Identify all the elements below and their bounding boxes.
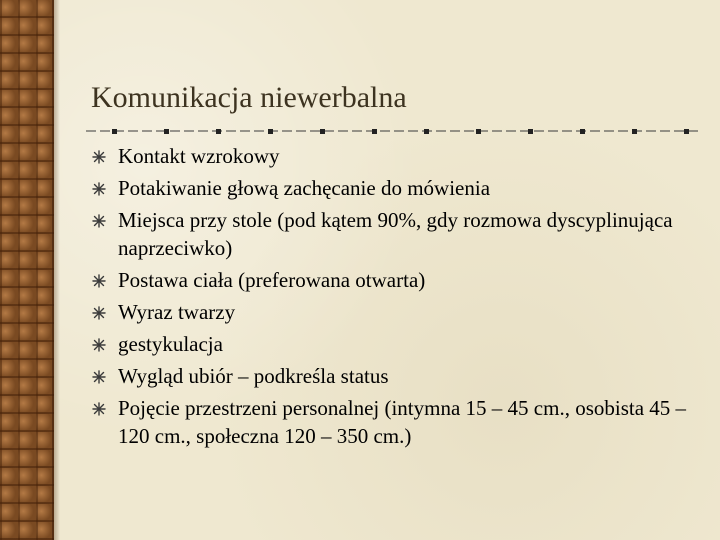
- bullet-text: Wyraz twarzy: [118, 300, 236, 324]
- bullet-text: Wygląd ubiór – podkreśla status: [118, 364, 389, 388]
- bullet-item: [92, 174, 692, 202]
- slide-title: Komunikacja niewerbalna: [91, 81, 407, 114]
- bullet-list: [92, 142, 692, 454]
- bullet-item: [92, 330, 692, 358]
- bullet-item: [92, 362, 692, 390]
- asterisk-star-icon: [92, 274, 106, 288]
- bullet-text: Pojęcie przestrzeni personalnej (intymna 15 – 45 cm., osobista 45 – 120 cm., społeczna 120 – 350 cm.): [118, 396, 687, 448]
- bullet-item: [92, 206, 692, 262]
- left-decorative-border: [0, 0, 54, 540]
- title-divider: [86, 127, 700, 135]
- bullet-text: gestykulacja: [118, 332, 223, 356]
- bullet-item: [92, 394, 692, 450]
- asterisk-star-icon: [92, 214, 106, 228]
- asterisk-star-icon: [92, 338, 106, 352]
- bullet-text: Postawa ciała (preferowana otwarta): [118, 268, 426, 292]
- asterisk-star-icon: [92, 306, 106, 320]
- asterisk-star-icon: [92, 182, 106, 196]
- bullet-text: Miejsca przy stole (pod kątem 90%, gdy rozmowa dyscyplinująca naprzeciwko): [118, 208, 673, 260]
- bullet-item: [92, 266, 692, 294]
- asterisk-star-icon: [92, 370, 106, 384]
- bullet-item: [92, 142, 692, 170]
- bullet-text: Kontakt wzrokowy: [118, 144, 280, 168]
- asterisk-star-icon: [92, 150, 106, 164]
- bullet-item: [92, 298, 692, 326]
- asterisk-star-icon: [92, 402, 106, 416]
- bullet-text: Potakiwanie głową zachęcanie do mówienia: [118, 176, 491, 200]
